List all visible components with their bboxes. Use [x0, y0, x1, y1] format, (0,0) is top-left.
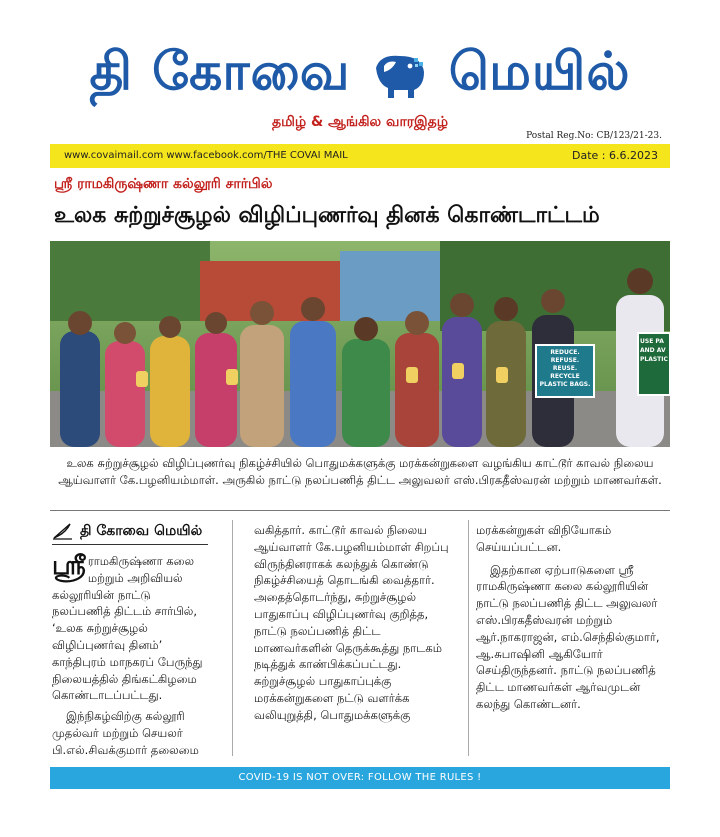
article-column-3 [476, 522, 672, 717]
masthead-title-right: மெயில் [448, 42, 631, 102]
byline [52, 522, 208, 545]
article-kicker: ஸ்ரீ ராமகிருஷ்ணா கல்லூரி சார்பில் [54, 176, 273, 192]
footer-banner: COVID-19 IS NOT OVER: FOLLOW THE RULES ! [50, 767, 670, 789]
sign-use-plastic: USE PA AND AV PLASTIC [640, 338, 668, 363]
divider [50, 510, 670, 511]
masthead [0, 40, 720, 104]
sign-reduce-reuse: REDUCE. REFUSE. REUSE. RECYCLE PLASTIC BAGS. [539, 349, 591, 388]
paragraph [52, 708, 208, 758]
paragraph-text: மரக்கன்றுகள் விநியோகம் செய்யப்பட்டன. [476, 523, 612, 554]
paragraph [52, 553, 208, 704]
info-bar [50, 144, 670, 168]
elephant-logo-icon [370, 50, 430, 100]
masthead-subtitle: தமிழ் & ஆங்கில வாரஇதழ் [271, 114, 448, 130]
column-divider [232, 520, 233, 756]
event-photo [50, 241, 670, 447]
website-links: www.covaimail.com www.facebook.com/THE COVAI MAIL [64, 150, 348, 161]
quill-pen-icon [52, 522, 74, 540]
paragraph-text: வகித்தார். காட்டூர் காவல் நிலைய ஆய்வாளர் கே.பழனியம்மாள் சிறப்பு விருந்தினராகக் கலந்துக் கொண்டு நிகழ்ச்சியைத் தொடங்கி வைத்தார். அதைத்தொடர்ந்து, சுற்றுச்சூழல் பாதுகாப்பு விழிப்புணர்வு குறித்த, நாட்டு நலப்பணித் திட்ட மாணவர்களின் தெருக்கூத்து நாடகம் நடித்துக் காண்பிக்கப்பட்டது. சுற்றுச்சூழல் பாதுகாப்புக்கு மரக்கன்றுகளை நட்டு வளர்க்க வலியுறுத்தி, பொதுமக்களுக்கு [254, 523, 449, 722]
paragraph-text: இந்நிகழ்விற்கு கல்லூரி முதல்வர் மற்றும் செயலர் பி.எல்.சிவக்குமார் தலைமை [52, 709, 199, 757]
photo-caption: உலக சுற்றுச்சூழல் விழிப்புணர்வு நிகழ்ச்சியில் பொதுமக்களுக்கு மரக்கன்றுகளை வழங்கிய காட்டூர் காவல் நிலைய ஆய்வாளர் கே.பழனியம்மாள். அருகில் நாட்டு நலப்பணித் திட்ட அலுவலர் எஸ்.பிரகதீஸ்வரன் மற்றும் மாணவர்கள். [58, 456, 662, 487]
column-divider [468, 520, 469, 756]
masthead-title [0, 40, 720, 104]
article-column-2 [254, 522, 460, 728]
byline-text: தி கோவை மெயில் [80, 522, 203, 539]
paragraph [476, 562, 672, 713]
issue-date: Date : 6.6.2023 [572, 149, 658, 162]
postal-reg-number: Postal Reg.No: CB/123/21-23. [526, 131, 662, 141]
paragraph [476, 522, 672, 556]
article-column-1 [52, 522, 208, 763]
paragraph-text: இதற்கான ஏற்பாடுகளை ஸ்ரீ ராமகிருஷ்ணா கலை கல்லூரியின் நாட்டு நலப்பணித் திட்ட அலுவலர் எஸ்.பிரகதீஸ்வரன் மற்றும் ஆர்.நாகராஜன், எம்.செந்தில்குமார், ஆ.சுபாஷினி ஆகியோர் செய்திருந்தனர். நாட்டு நலப்பணித் திட்ட மாணவர்கள் ஆர்வமுடன் கலந்து கொண்டனர். [476, 562, 660, 711]
paragraph-text: ராமகிருஷ்ணா கலை மற்றும் அறிவியல் கல்லூரியின் நாட்டு நலப்பணித் திட்டம் சார்பில், ‘உலக சுற்றுச்சூழல் விழிப்புணர்வு தினம்’ காந்திபுரம் மாநகரப் பேருந்து நிலையத்தில் திங்கட்கிழமை கொண்டாடப்பட்டது. [52, 554, 203, 703]
article-headline: உலக சுற்றுச்சூழல் விழிப்புணர்வு தினக் கொண்டாட்டம் [54, 203, 600, 228]
masthead-title-left: தி கோவை [89, 42, 351, 102]
drop-cap: ஸ்ரீ [52, 551, 86, 581]
paragraph [254, 522, 460, 724]
